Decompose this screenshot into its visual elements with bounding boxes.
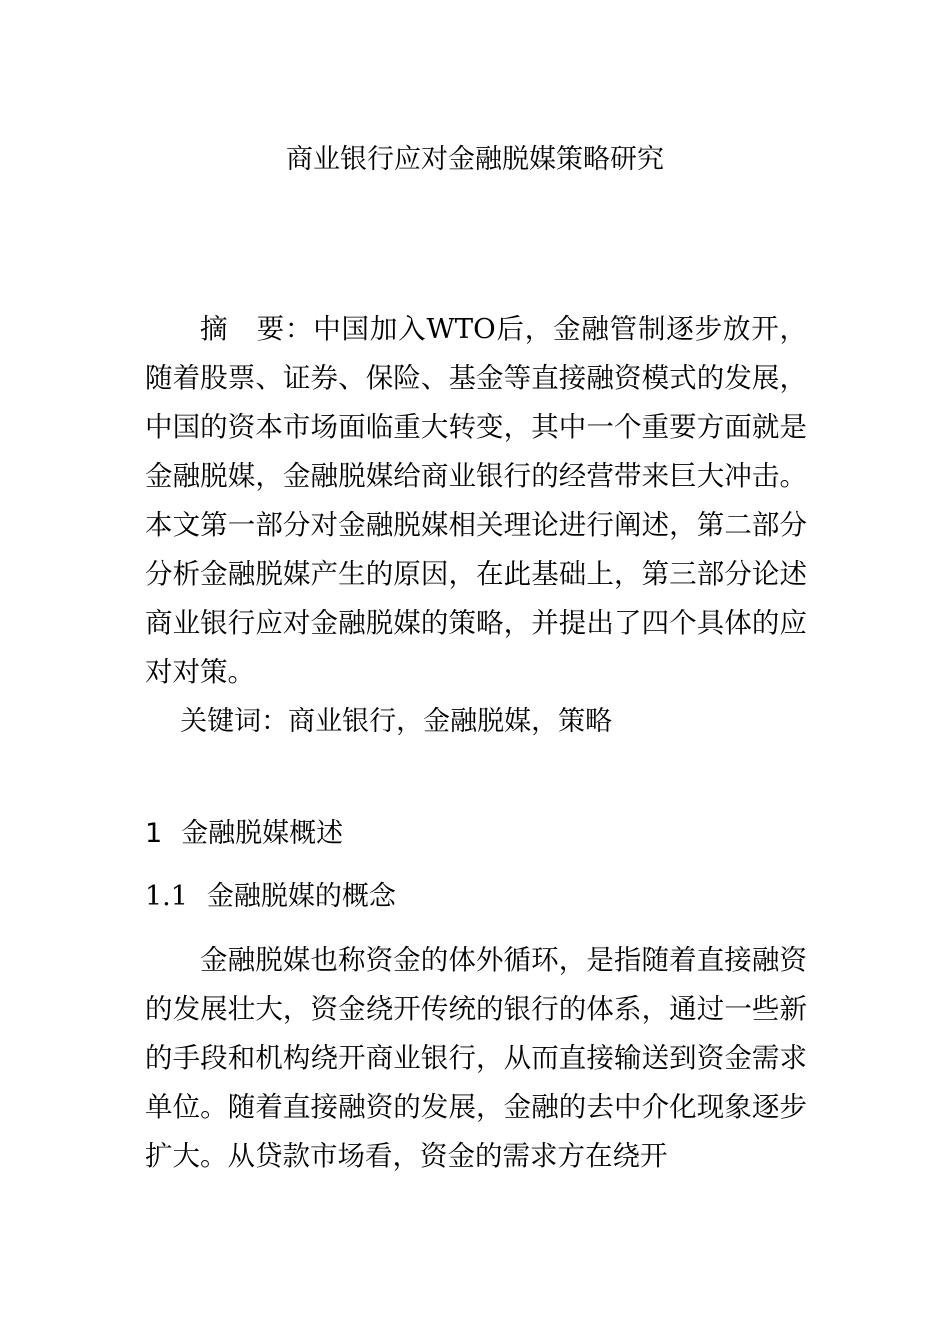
keywords-label: 关键词： bbox=[180, 706, 289, 737]
body-paragraph: 金融脱媒也称资金的体外循环，是指随着直接融资的发展壮大，资金绕开传统的银行的体系，通过一些新的手段和机构绕开商业银行，从而直接输送到资金需求单位。随着直接融资的发展，金融的去中介化现象逐步扩大。从贷款市场看，资金的需求方在绕开 bbox=[145, 944, 807, 1172]
abstract-paragraph bbox=[145, 305, 807, 697]
section-number: 1 bbox=[145, 818, 163, 849]
document-title: 商业银行应对金融脱媒策略研究 bbox=[286, 144, 664, 175]
subsection-number: 1.1 bbox=[145, 881, 188, 912]
keywords-text: 商业银行，金融脱媒，策略 bbox=[288, 706, 613, 737]
section-title: 金融脱媒概述 bbox=[181, 818, 344, 849]
keywords-line bbox=[145, 700, 807, 744]
section-heading bbox=[145, 812, 343, 856]
abstract-text: 中国加入WTO后，金融管制逐步放开，随着股票、证券、保险、基金等直接融资模式的发展，中国的资本市场面临重大转变，其中一个重要方面就是金融脱媒，金融脱媒给商业银行的经营带来巨大冲击。本文第一部分对金融脱媒相关理论进行阐述，第二部分分析金融脱媒产生的原因，在此基础上，第三部分论述商业银行应对金融脱媒的策略，并提出了四个具体的应对对策。 bbox=[145, 313, 807, 688]
subsection-title: 金融脱媒的概念 bbox=[206, 881, 396, 912]
subsection-heading bbox=[145, 875, 396, 919]
abstract-label: 摘 要： bbox=[200, 313, 314, 345]
